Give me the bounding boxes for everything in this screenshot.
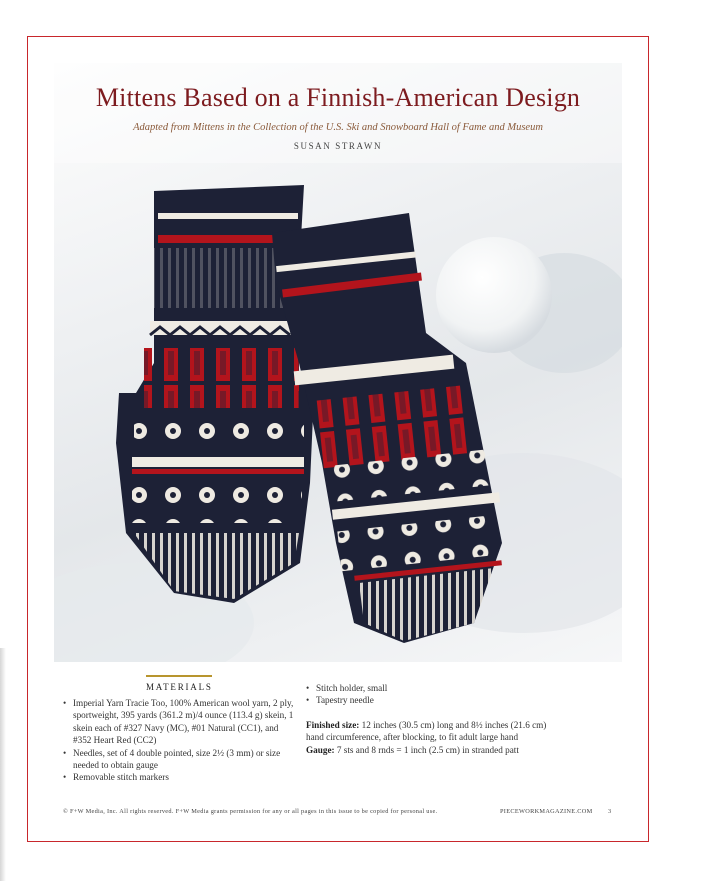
- specs-block: [306, 719, 556, 756]
- author-byline: SUSAN STRAWN: [293, 141, 383, 151]
- finished-size-label: Finished size:: [306, 720, 360, 730]
- gauge-label: Gauge:: [306, 744, 335, 755]
- list-item: • Tapestry needle: [306, 694, 556, 706]
- list-item: • Removable stitch markers: [63, 771, 295, 783]
- article-title: Mittens Based on a Finnish-American Design: [95, 83, 581, 112]
- materials-list-continued: [306, 682, 556, 707]
- list-item: • Stitch holder, small: [306, 682, 556, 694]
- gauge: [306, 744, 556, 756]
- page-number: 3: [608, 808, 612, 815]
- website-link[interactable]: PIECEWORKMAGAZINE.COM: [500, 808, 593, 815]
- mittens-photo: [54, 63, 622, 662]
- list-item: • Imperial Yarn Tracie Too, 100% American wool yarn, 2 ply, sportweight, 395 yards (361.2 m)/4 ounce (113.4 g) skein, 1 skein each of #327 Navy (MC), #01 Natural (CC1), and #352 Heart Red (CC2): [63, 697, 295, 747]
- page-footer: [63, 808, 613, 818]
- materials-rule: [146, 675, 212, 677]
- article-subtitle: Adapted from Mittens in the Collection of the U.S. Ski and Snowboard Hall of Fame and Museum: [133, 122, 543, 133]
- gauge-value: 7 sts and 8 rnds = 1 inch (2.5 cm) in stranded patt: [334, 744, 519, 755]
- materials-list: [63, 697, 295, 784]
- page-edge-shadow: [0, 648, 6, 881]
- finished-size: [306, 719, 556, 744]
- copyright-notice: © F+W Media, Inc. All rights reserved. F+W Media grants permission for any or all pages in this issue to be copied for personal use.: [63, 808, 438, 815]
- list-item: • Needles, set of 4 double pointed, size 2½ (3 mm) or size needed to obtain gauge: [63, 747, 295, 772]
- knitted-mittens-illustration: [54, 63, 622, 662]
- snowball: [436, 237, 552, 353]
- materials-heading: MATERIALS: [146, 682, 213, 692]
- finished-size-value: 12 inches (30.5 cm) long and 8½ inches (21.6 cm) hand circumference, after blocking, to fit adult large hand: [306, 720, 547, 743]
